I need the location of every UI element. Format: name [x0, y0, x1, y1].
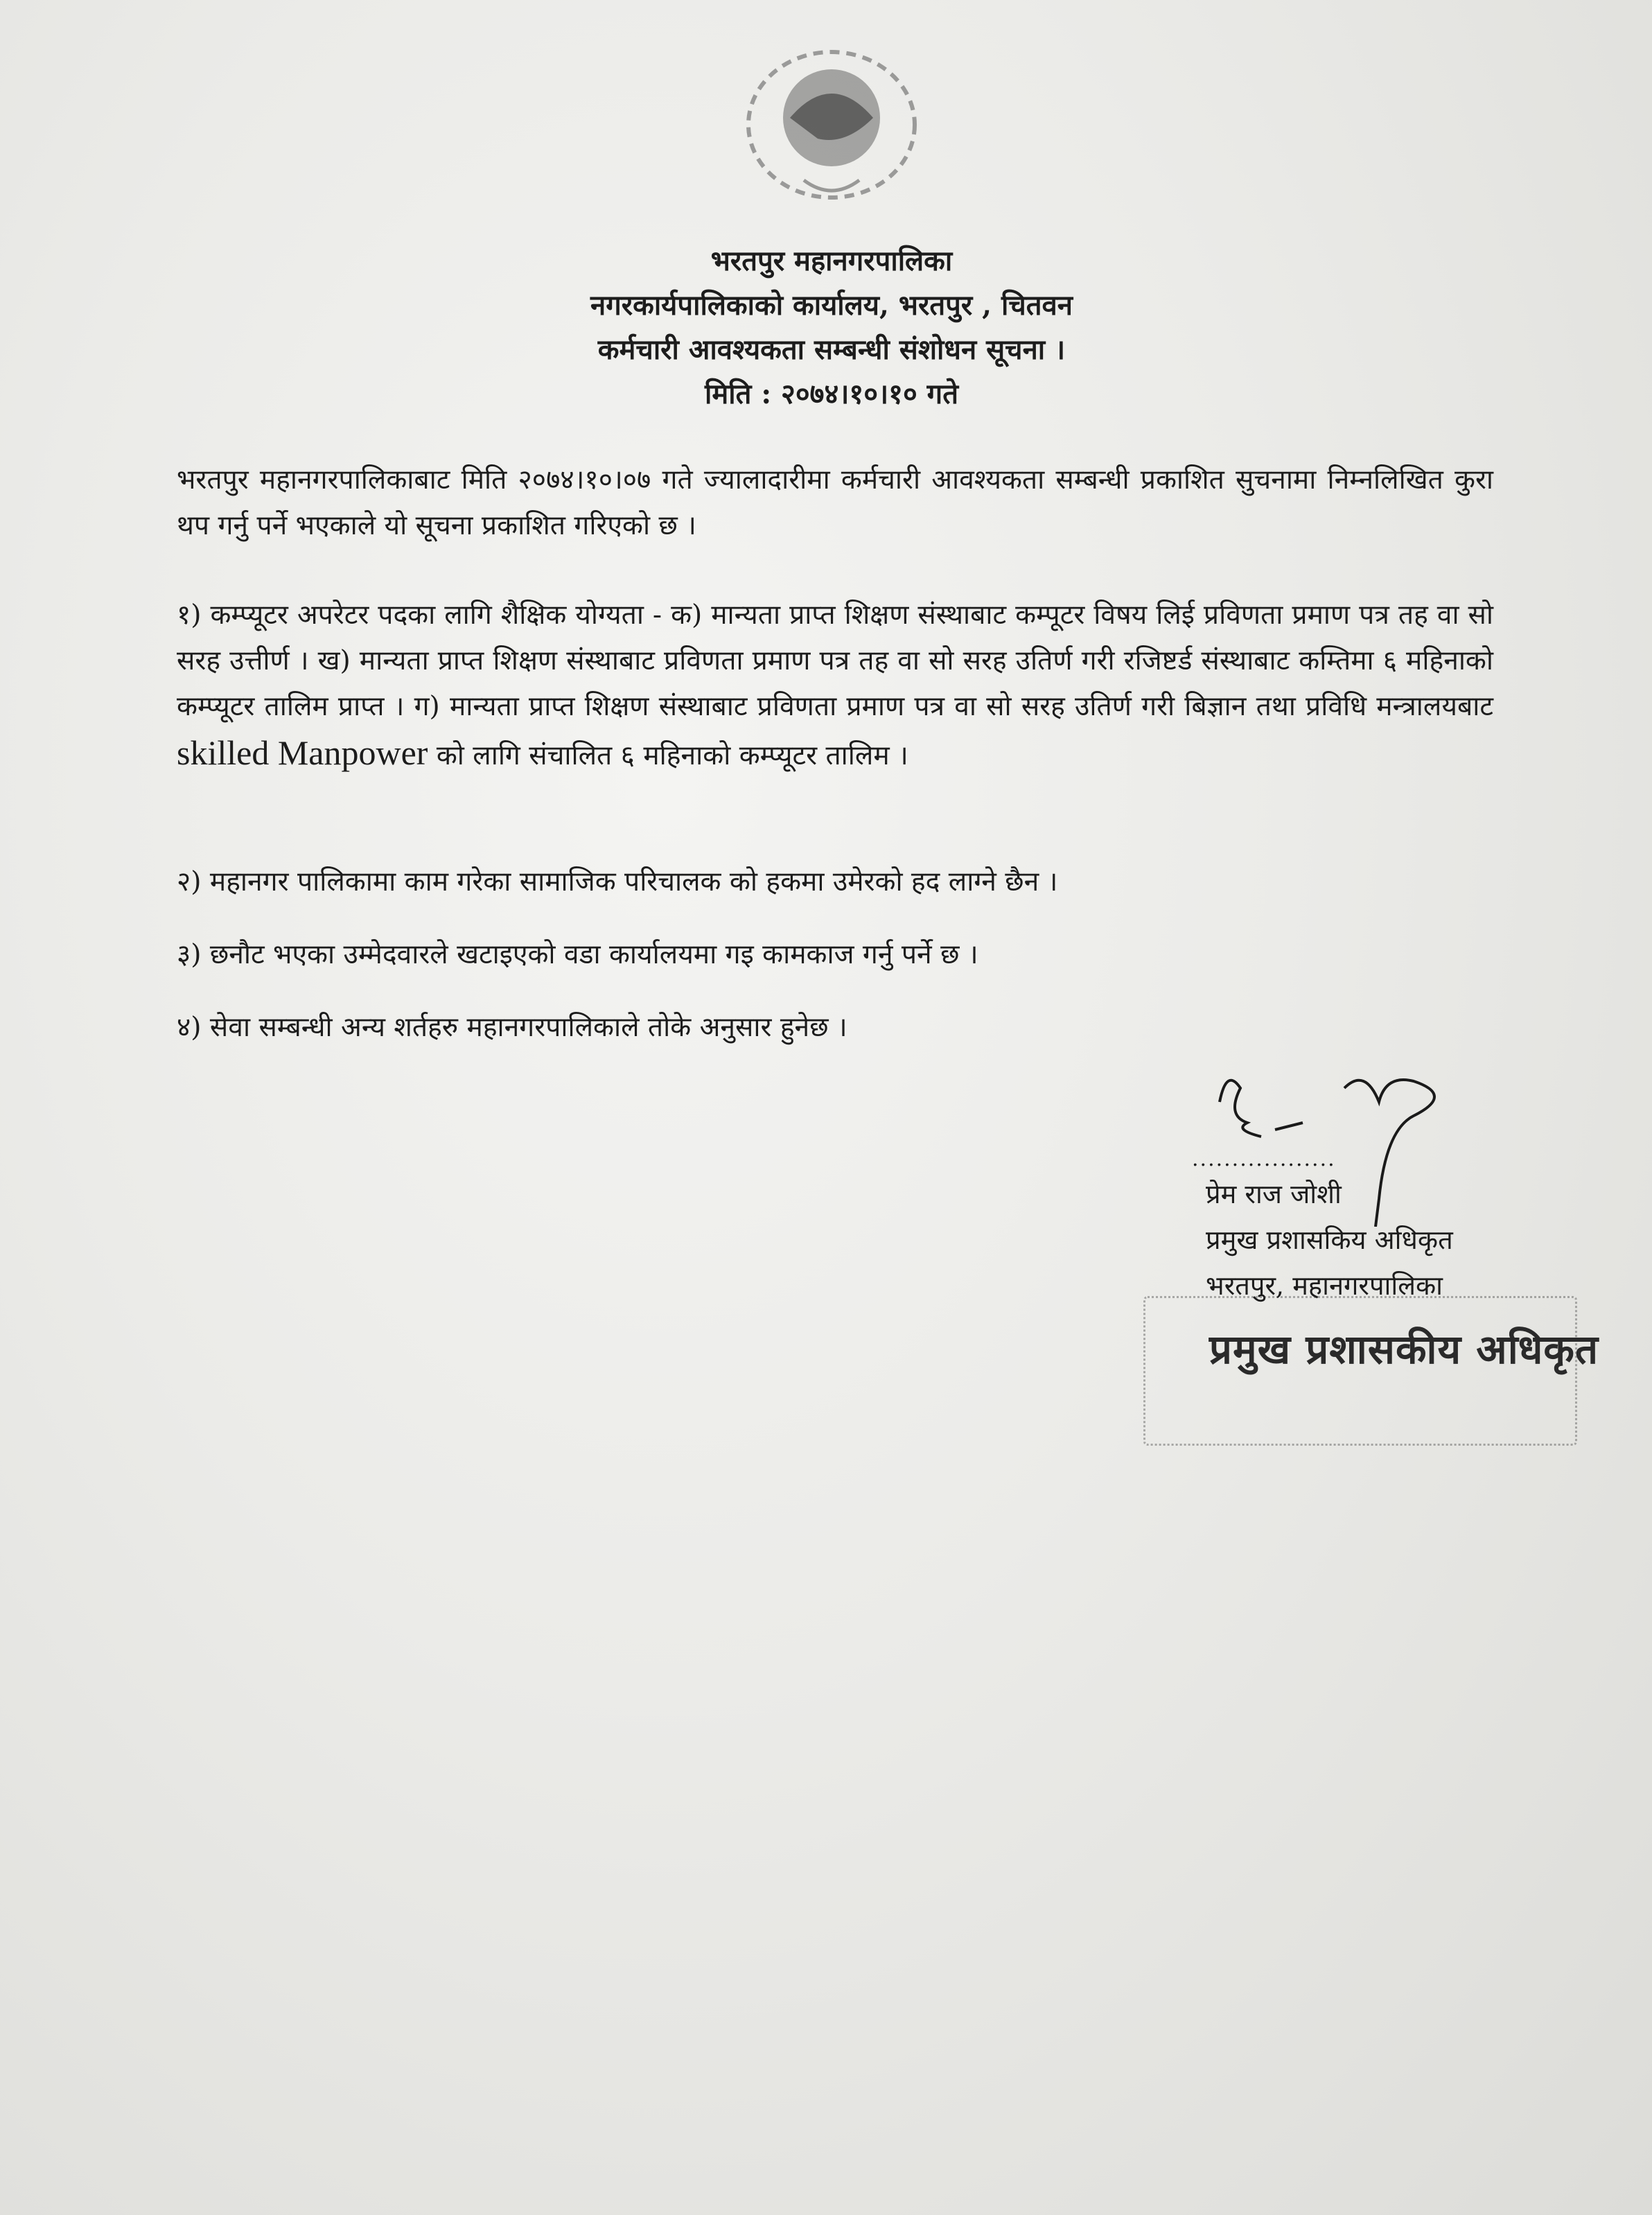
item-1-paragraph — [177, 593, 1493, 779]
signatory-block — [1206, 1171, 1453, 1308]
item-1-text-b: को लागि संचालित ६ महिनाको कम्प्यूटर तालिम । — [428, 740, 908, 771]
intro-paragraph: भरतपुर महानगरपालिकाबाट मिति २०७४।१०।०७ गते ज्यालादारीमा कर्मचारी आवश्यकता सम्बन्धी प्रकाशित सुचनामा निम्नलिखित कुरा थप गर्नु पर्ने भएकाले यो सूचना प्रकाशित गरिएको छ । — [177, 464, 1493, 541]
signatory-title: प्रमुख प्रशासकिय अधिकृत — [1206, 1225, 1453, 1255]
signature-dotted-line: .................. — [1192, 1147, 1336, 1171]
item-1-latin-text: skilled Manpower — [177, 733, 428, 772]
signatory-office: भरतपुर, महानगरपालिका — [1206, 1270, 1443, 1301]
notice-date: मिति : २०७४।१०।१० गते — [704, 378, 959, 410]
item-3-paragraph: ३) छनौट भएका उम्मेदवारले खटाइएको वडा कार्यालयमा गइ कामकाज गर्नु पर्ने छ । — [177, 939, 978, 970]
item-2-paragraph: २) महानगर पालिकामा काम गरेका सामाजिक परिचालक को हकमा उमेरको हद लाग्ने छैन । — [177, 866, 1058, 898]
municipality-name: भरतपुर महानगरपालिका — [710, 245, 953, 277]
item-4-paragraph: ४) सेवा सम्बन्धी अन्य शर्तहरु महानगरपालिकाले तोके अनुसार हुनेछ । — [177, 1012, 847, 1043]
notice-title: कर्मचारी आवश्यकता सम्बन्धी संशोधन सूचना । — [597, 333, 1066, 366]
official-stamp-text: प्रमुख प्रशासकीय अधिकृत — [1209, 1326, 1599, 1373]
office-address: नगरकार्यपालिकाको कार्यालय, भरतपुर , चितवन — [590, 289, 1073, 322]
item-1-text-a: १) कम्प्यूटर अपरेटर पदका लागि शैक्षिक योग्यता - क) मान्यता प्राप्त शिक्षण संस्थाबाट कम्पूटर विषय लिई प्रविणता प्रमाण पत्र तह वा सो सरह उत्तीर्ण । ख) मान्यता प्राप्त शिक्षण संस्थाबाट प्रविणता प्रमाण पत्र तह वा सो सरह उतिर्ण गरी रजिष्टर्ड संस्थाबाट कम्तिमा ६ महिनाको कम्प्यूटर तालिम प्राप्त । ग) मान्यता प्राप्त शिक्षण संस्थाबाट प्रविणता प्रमाण पत्र वा सो सरह उतिर्ण गरी बिज्ञान तथा प्रविधि मन्त्रालयबाट — [177, 599, 1493, 722]
municipal-seal-icon — [707, 42, 956, 243]
notice-header — [346, 239, 1317, 417]
signatory-name: प्रेम राज जोशी — [1206, 1179, 1342, 1209]
